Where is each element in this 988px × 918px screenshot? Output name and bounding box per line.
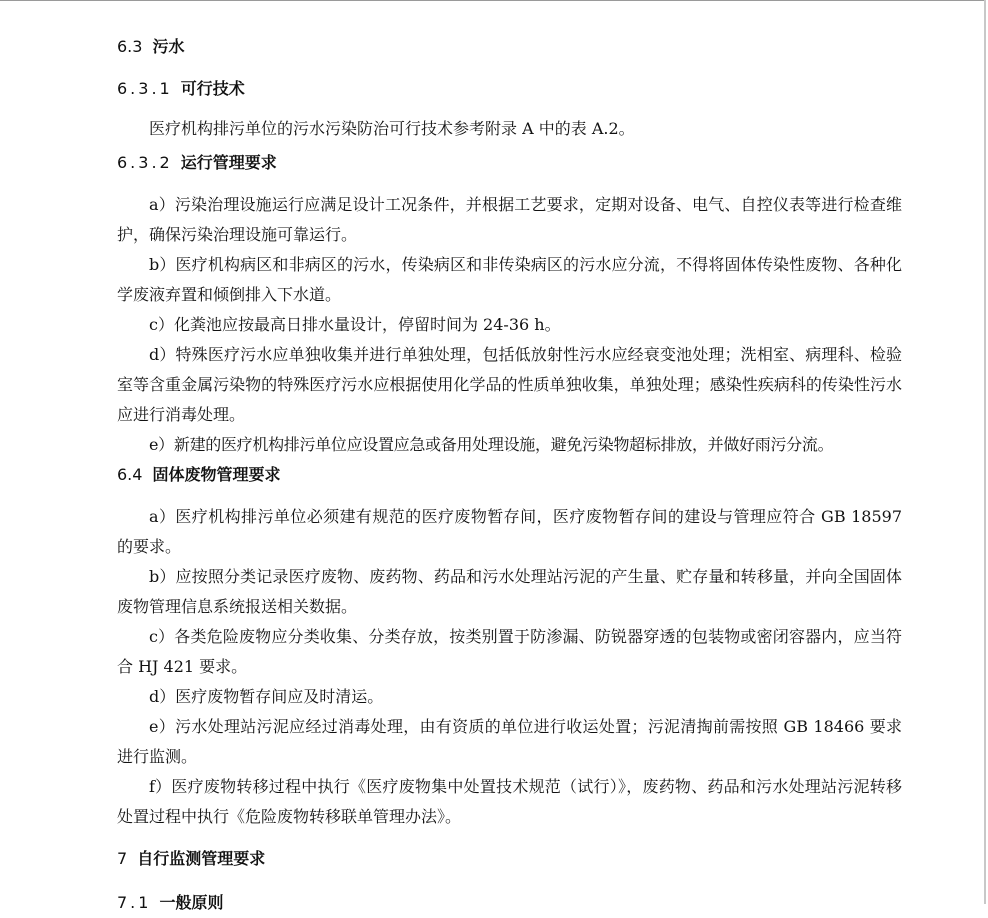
heading-title: 污水 [152,37,185,56]
heading-title: 固体废物管理要求 [152,465,281,484]
list-item-6-3-2-b: b）医疗机构病区和非病区的污水，传染病区和非传染病区的污水应分流，不得将固体传染性废物、各种化学废液弃置和倾倒排入下水道。 [117,255,902,304]
document-page [117,30,902,918]
heading-number: 6.3 [117,37,143,56]
heading-number: 7 [117,849,128,868]
list-item-6-4-a: a）医疗机构排污单位必须建有规范的医疗废物暂存间，医疗废物暂存间的建设与管理应符合 GB 18597 的要求。 [117,507,902,556]
heading-title: 一般原则 [159,893,224,912]
heading-title: 运行管理要求 [180,153,277,172]
heading-7 [117,844,902,874]
page-border-right [984,0,986,904]
heading-6-3-2 [117,148,902,178]
heading-number: 6.3.2 [117,153,173,172]
heading-7-1 [117,888,902,918]
list-item-6-4-e: e）污水处理站污泥应经过消毒处理，由有资质的单位进行收运处置；污泥清掏前需按照 GB 18466 要求进行监测。 [117,717,902,766]
list-item-6-3-2-e: e）新建的医疗机构排污单位应设置应急或备用处理设施，避免污染物超标排放，并做好雨污分流。 [149,435,834,454]
heading-title: 自行监测管理要求 [137,849,266,868]
list-item-6-4-b: b）应按照分类记录医疗废物、废药物、药品和污水处理站污泥的产生量、贮存量和转移量，并向全国固体废物管理信息系统报送相关数据。 [117,567,902,616]
heading-number: 6.4 [117,465,143,484]
heading-number: 6.3.1 [117,79,173,98]
heading-6-3 [117,32,902,62]
list-item-6-4-f: f）医疗废物转移过程中执行《医疗废物集中处置技术规范（试行）》，废药物、药品和污水处理站污泥转移处置过程中执行《危险废物转移联单管理办法》。 [117,777,902,826]
list-item-6-3-2-d: d）特殊医疗污水应单独收集并进行单独处理，包括低放射性污水应经衰变池处理；洗相室、病理科、检验室等含重金属污染物的特殊医疗污水应根据使用化学品的性质单独收集，单独处理；感染性疾病科的传染性污水应进行消毒处理。 [117,345,902,424]
heading-6-3-1 [117,74,902,104]
page-border-top [0,0,986,7]
heading-number: 7.1 [117,893,152,912]
list-item-6-4-c: c）各类危险废物应分类收集、分类存放，按类别置于防渗漏、防锐器穿透的包装物或密闭容器内，应当符合 HJ 421 要求。 [117,627,902,676]
heading-title: 可行技术 [180,79,245,98]
list-item-6-3-2-a: a）污染治理设施运行应满足设计工况条件，并根据工艺要求，定期对设备、电气、自控仪表等进行检查维护，确保污染治理设施可靠运行。 [117,195,902,244]
list-item-6-3-2-c: c）化粪池应按最高日排水量设计，停留时间为 24-36 h。 [149,315,561,334]
heading-6-4 [117,460,902,490]
paragraph-feasible-tech: 医疗机构排污单位的污水污染防治可行技术参考附录 A 中的表 A.2。 [149,119,635,138]
list-item-6-4-d: d）医疗废物暂存间应及时清运。 [149,687,384,706]
